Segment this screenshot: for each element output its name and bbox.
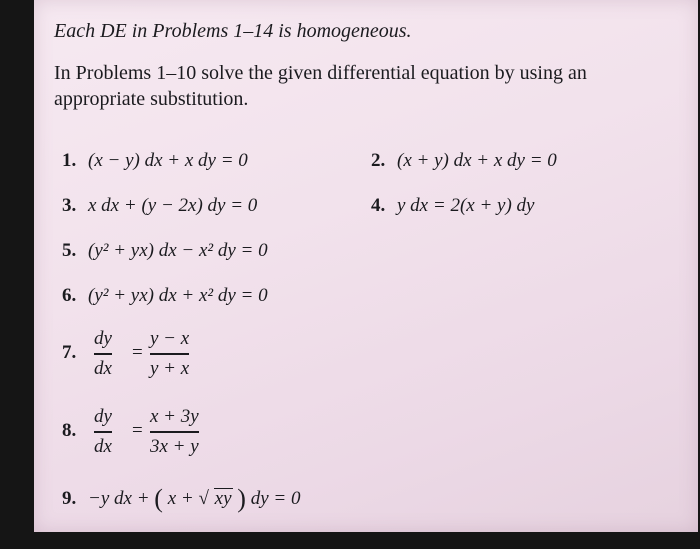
fraction-numerator: x + 3y [150,406,199,427]
fraction-bar [94,353,112,355]
fraction-denominator: y + x [150,357,190,379]
open-paren: ( [154,484,163,513]
problem-8-number [62,420,83,442]
fraction-denominator: dx [94,357,112,379]
problem-equation: (x + y) dx + x dy = 0 [397,150,557,171]
problem-7-number [62,342,83,364]
fraction-denominator: 3x + y [150,435,199,457]
problem-number: 7. [62,342,77,363]
problem-8-rhs-fraction [150,406,199,458]
instructions-paragraph: In Problems 1–10 solve the given differential equation by using an appropriate substitution. [54,62,587,110]
problem-number: 5. [62,240,77,261]
textbook-page [34,0,698,532]
fraction-bar [94,431,112,433]
radicand: xy [214,488,232,509]
fraction-bar [150,353,189,355]
problem-8-lhs-fraction [94,406,112,458]
fraction-numerator: dy [94,406,112,427]
problem-number: 8. [62,420,77,441]
fraction-numerator: y − x [150,328,190,349]
fraction-numerator: dy [94,328,112,349]
fraction-bar [150,431,199,433]
problem-number: 2. [371,150,386,171]
problem-7-lhs-fraction [94,328,112,380]
problem-number: 3. [62,195,77,216]
fraction-denominator: dx [94,435,112,457]
section-heading: Each DE in Problems 1–14 is homogeneous. [54,20,412,42]
problem-number: 9. [62,488,77,509]
problem-6 [62,285,268,307]
problem-number: 6. [62,285,77,306]
problem-equation: y dx = 2(x + y) dy [397,195,535,216]
problem-number: 4. [371,195,386,216]
problem-number: 1. [62,150,77,171]
problem-equation: x dx + (y − 2x) dy = 0 [88,195,258,216]
inner-term: x + [167,488,199,509]
problem-2 [371,150,557,172]
problem-5 [62,240,268,262]
problem-4 [371,195,534,217]
problem-equation-start: −y dx + [88,488,155,509]
problem-equation: (y² + yx) dx + x² dy = 0 [88,285,268,306]
problem-equation: (y² + yx) dx − x² dy = 0 [88,240,268,261]
problem-3 [62,195,257,217]
problem-1 [62,150,248,172]
equals-sign: = [132,420,143,441]
close-paren: ) [237,484,246,513]
problem-equation-end: dy = 0 [250,488,301,509]
square-root-sign: √ [198,488,209,509]
problem-equation: (x − y) dx + x dy = 0 [88,150,248,171]
equals-sign: = [132,342,143,363]
problem-7-rhs-fraction [150,328,189,380]
problem-9 [62,484,300,514]
